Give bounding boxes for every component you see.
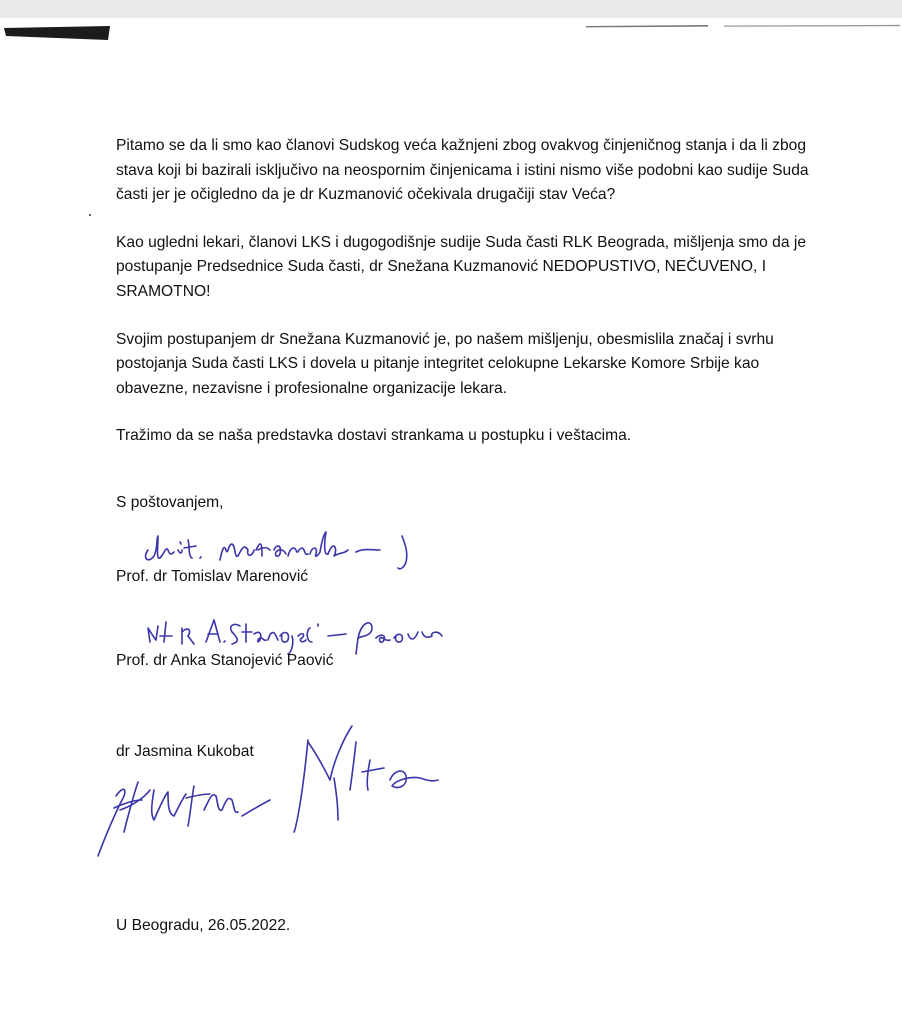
signature-kukobat — [94, 720, 454, 870]
place-and-date: U Beogradu, 26.05.2022. — [116, 917, 291, 934]
signer-name-kukobat: dr Jasmina Kukobat — [116, 743, 254, 760]
paragraph-1: Pitamo se da li smo kao članovi Sudskog veća kažnjeni zbog ovakvog činjeničnog stanja i da li zbog stava koji bi bazirali isključivo na neospornim činjenicama i istini nismo više podobni kao sudije Suda časti jer je očigledno da je dr Kuzmanović očekivala drugačiji stav Veća? — [116, 137, 809, 204]
scan-edge-artifact — [0, 14, 902, 54]
paragraph-3: Svojim postupanjem dr Snežana Kuzmanović je, po našem mišljenju, obesmislila značaj i svrhu postojanja Suda časti LKS i dovela u pitanje integritet celokupne Lekarske Komore Srbije kao obavezne, nezavisne i profesionalne organizacije lekara. — [116, 330, 774, 397]
letter-body — [116, 134, 816, 472]
paragraph-2: Kao ugledni lekari, članovi LKS i dugogodišnje sudije Suda časti RLK Beograda, mišljenja smo da je postupanje Predsednice Suda časti, dr Snežana Kuzmanović NEDOPUSTIVO, NEČUVENO, I SRAMOTNO! — [116, 233, 807, 300]
paragraph-4: Tražimo da se naša predstavka dostavi strankama u postupku i veštacima. — [116, 427, 632, 445]
signer-name-marenovic: Prof. dr Tomislav Marenović — [116, 568, 309, 585]
signer-name-stanojevic-paovic: Prof. dr Anka Stanojević Paović — [116, 652, 334, 669]
closing-salutation: S poštovanjem, — [116, 494, 224, 511]
scan-speck — [89, 214, 91, 216]
